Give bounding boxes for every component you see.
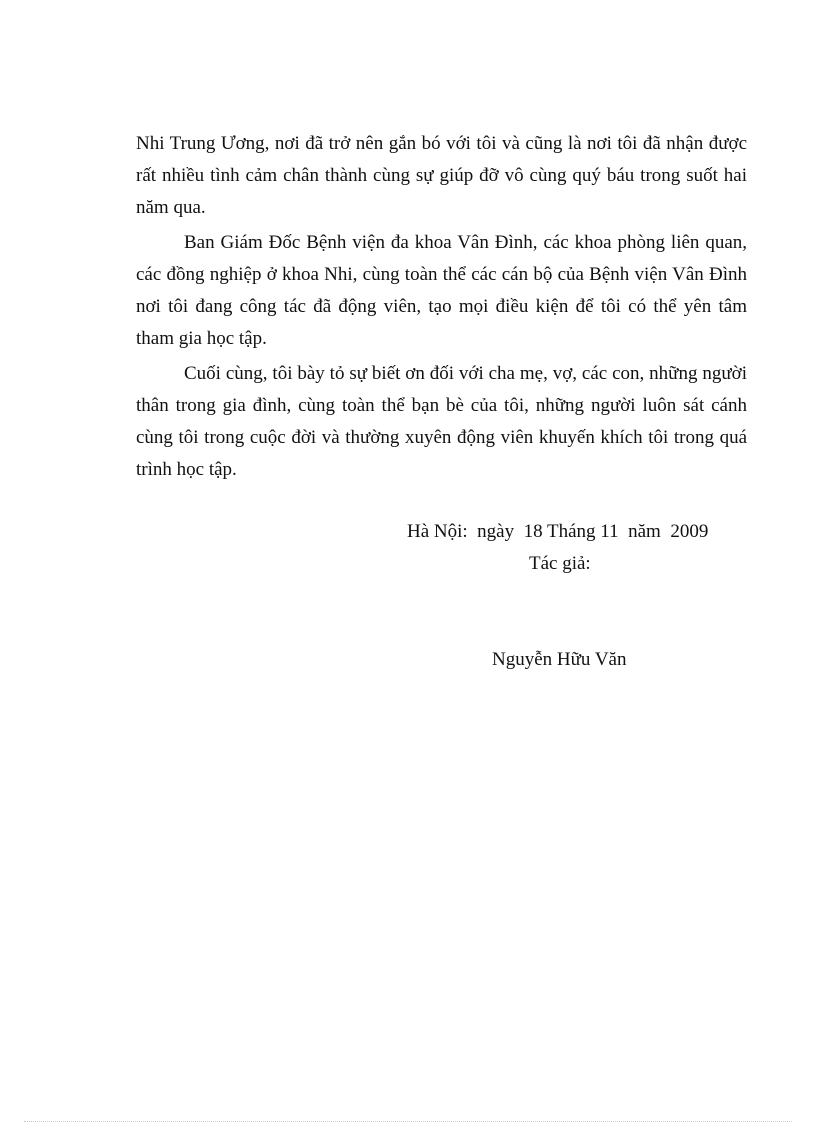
paragraph-hospital-thanks: Ban Giám Đốc Bệnh viện đa khoa Vân Đình, các khoa phòng liên quan, các đồng nghiệp ở khoa Nhi, cùng toàn thể các cán bộ của Bệnh viện Vân Đình nơi tôi đang công tác đã động viên, tạo mọi điều kiện để tôi có thể yên tâm tham gia học tập. — [136, 232, 747, 349]
paragraph-family-thanks: Cuối cùng, tôi bày tỏ sự biết ơn đối với cha mẹ, vợ, các con, những người thân trong gia đình, cùng toàn thể bạn bè của tôi, những người luôn sát cánh cùng tôi trong cuộc đời và thường xuyên động viên khuyến khích tôi trong quá trình học tập. — [136, 363, 747, 480]
signature-date-line: Hà Nội: ngày 18 Tháng 11 năm 2009 — [407, 521, 709, 542]
signature-author-name: Nguyễn Hữu Văn — [492, 649, 627, 670]
page-bottom-divider — [24, 1121, 792, 1122]
signature-role: Tác giả: — [529, 553, 591, 574]
paragraph-continuation: Nhi Trung Ương, nơi đã trở nên gắn bó với tôi và cũng là nơi tôi đã nhận được rất nhiều tình cảm chân thành cùng sự giúp đỡ vô cùng quý báu trong suốt hai năm qua. — [136, 133, 747, 218]
body-text — [136, 128, 747, 489]
